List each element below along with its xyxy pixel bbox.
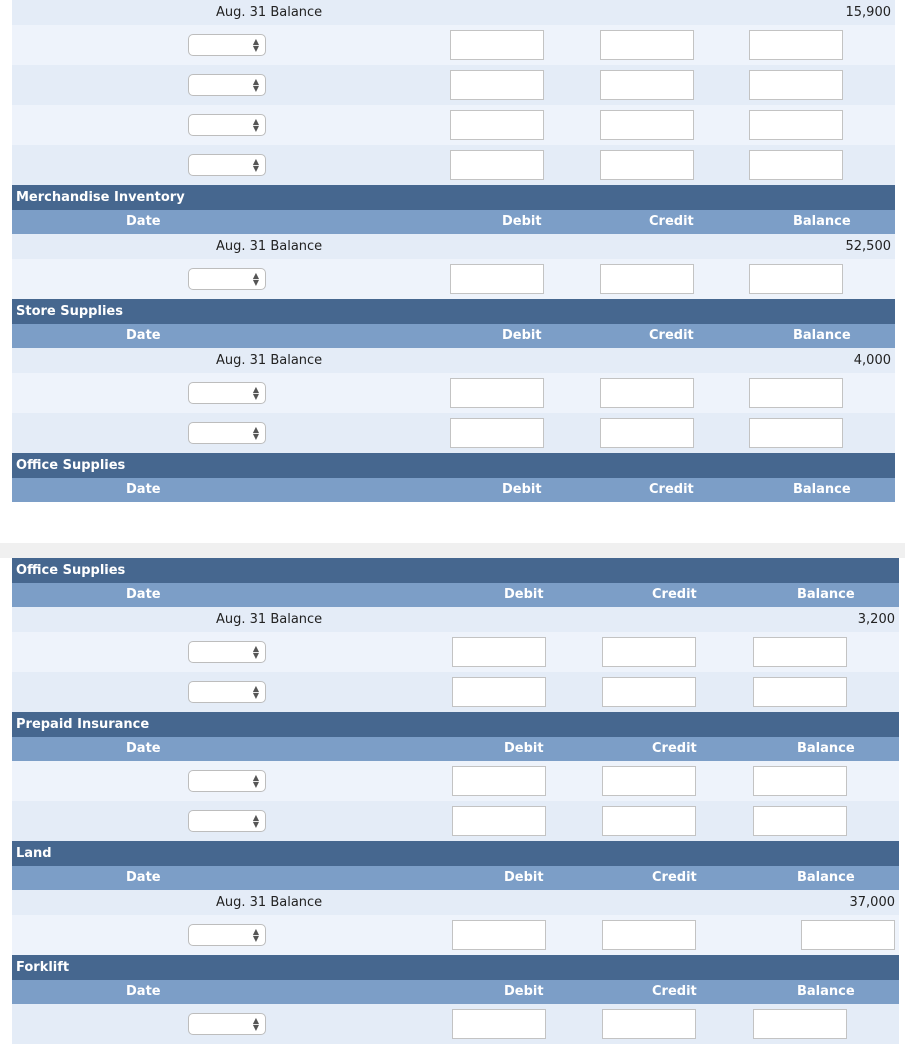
balance-input[interactable] <box>753 677 847 707</box>
balance-value: 52,500 <box>845 239 891 254</box>
date-select[interactable] <box>188 34 266 56</box>
select-arrows-icon: ▲ ▼ <box>252 77 259 93</box>
credit-input[interactable] <box>600 110 694 140</box>
date-select[interactable] <box>188 154 266 176</box>
debit-input[interactable] <box>450 264 544 294</box>
balance-header: Balance <box>797 741 855 756</box>
balance-row <box>12 890 899 915</box>
select-arrows-icon: ▲ ▼ <box>252 37 259 53</box>
debit-header: Debit <box>504 984 544 999</box>
account-title: Office Supplies <box>12 558 899 583</box>
balance-row <box>12 607 899 632</box>
entry-row <box>12 145 895 185</box>
credit-input[interactable] <box>602 806 696 836</box>
select-arrows-icon: ▲ ▼ <box>252 773 259 789</box>
debit-input[interactable] <box>452 1009 546 1039</box>
date-header: Date <box>126 984 161 999</box>
entry-row <box>12 632 899 672</box>
balance-input[interactable] <box>753 806 847 836</box>
select-arrows-icon: ▲ ▼ <box>252 425 259 441</box>
credit-header: Credit <box>649 482 694 497</box>
account-title: Office Supplies <box>12 453 895 478</box>
date-select[interactable] <box>188 74 266 96</box>
credit-input[interactable] <box>600 30 694 60</box>
ledger-panel-bottom <box>12 558 899 1044</box>
entry-row <box>12 915 899 955</box>
debit-header: Debit <box>504 587 544 602</box>
entry-row <box>12 105 895 145</box>
date-header: Date <box>126 741 161 756</box>
entry-row <box>12 373 895 413</box>
entry-row <box>12 65 895 105</box>
balance-label: Aug. 31 Balance <box>216 239 323 254</box>
date-select[interactable] <box>188 924 266 946</box>
date-select[interactable] <box>188 770 266 792</box>
debit-input[interactable] <box>450 110 544 140</box>
debit-header: Debit <box>504 870 544 885</box>
balance-input[interactable] <box>753 766 847 796</box>
column-header-row <box>12 478 895 502</box>
debit-header: Debit <box>502 328 542 343</box>
balance-value: 3,200 <box>857 612 895 627</box>
column-header-row <box>12 737 899 761</box>
entry-row <box>12 801 899 841</box>
debit-input[interactable] <box>452 920 546 950</box>
balance-input[interactable] <box>749 30 843 60</box>
debit-input[interactable] <box>452 766 546 796</box>
date-select[interactable] <box>188 114 266 136</box>
entry-row <box>12 25 895 65</box>
credit-input[interactable] <box>600 418 694 448</box>
ledger-panel-top <box>12 0 895 502</box>
debit-input[interactable] <box>450 378 544 408</box>
account-title: Store Supplies <box>12 299 895 324</box>
select-arrows-icon: ▲ ▼ <box>252 684 259 700</box>
date-select[interactable] <box>188 1013 266 1035</box>
debit-input[interactable] <box>450 418 544 448</box>
date-select[interactable] <box>188 382 266 404</box>
balance-row <box>12 348 895 373</box>
balance-header: Balance <box>793 482 851 497</box>
balance-row <box>12 234 895 259</box>
column-header-row <box>12 324 895 348</box>
credit-input[interactable] <box>602 920 696 950</box>
credit-header: Credit <box>652 984 697 999</box>
date-header: Date <box>126 328 161 343</box>
debit-input[interactable] <box>450 30 544 60</box>
date-select[interactable] <box>188 268 266 290</box>
debit-input[interactable] <box>450 150 544 180</box>
panel-separator-space <box>0 508 912 543</box>
credit-input[interactable] <box>600 378 694 408</box>
entry-row <box>12 761 899 801</box>
balance-input[interactable] <box>749 150 843 180</box>
balance-input[interactable] <box>753 637 847 667</box>
column-header-row <box>12 210 895 234</box>
balance-input[interactable] <box>749 264 843 294</box>
balance-label: Aug. 31 Balance <box>216 353 323 368</box>
date-select[interactable] <box>188 681 266 703</box>
balance-input[interactable] <box>749 418 843 448</box>
credit-input[interactable] <box>602 766 696 796</box>
balance-header: Balance <box>797 587 855 602</box>
debit-header: Debit <box>502 214 542 229</box>
date-header: Date <box>126 870 161 885</box>
column-header-row <box>12 980 899 1004</box>
credit-input[interactable] <box>600 264 694 294</box>
balance-label: Aug. 31 Balance <box>216 5 323 20</box>
debit-input[interactable] <box>450 70 544 100</box>
select-arrows-icon: ▲ ▼ <box>252 157 259 173</box>
credit-input[interactable] <box>602 637 696 667</box>
balance-label: Aug. 31 Balance <box>216 895 323 910</box>
account-title: Land <box>12 841 899 866</box>
credit-header: Credit <box>649 328 694 343</box>
balance-value: 4,000 <box>853 353 891 368</box>
entry-row <box>12 672 899 712</box>
balance-input[interactable] <box>753 1009 847 1039</box>
credit-header: Credit <box>652 741 697 756</box>
balance-header: Balance <box>793 328 851 343</box>
select-arrows-icon: ▲ ▼ <box>252 644 259 660</box>
credit-input[interactable] <box>600 70 694 100</box>
credit-header: Credit <box>652 870 697 885</box>
select-arrows-icon: ▲ ▼ <box>252 385 259 401</box>
account-title: Prepaid Insurance <box>12 712 899 737</box>
entry-row <box>12 1004 899 1044</box>
date-select[interactable] <box>188 641 266 663</box>
balance-header: Balance <box>793 214 851 229</box>
balance-header: Balance <box>797 870 855 885</box>
date-header: Date <box>126 214 161 229</box>
balance-input[interactable] <box>749 70 843 100</box>
select-arrows-icon: ▲ ▼ <box>252 271 259 287</box>
debit-header: Debit <box>502 482 542 497</box>
debit-input[interactable] <box>452 677 546 707</box>
credit-input[interactable] <box>600 150 694 180</box>
debit-header: Debit <box>504 741 544 756</box>
balance-input[interactable] <box>749 110 843 140</box>
balance-value: 37,000 <box>849 895 895 910</box>
column-header-row <box>12 583 899 607</box>
balance-input[interactable] <box>801 920 895 950</box>
credit-header: Credit <box>649 214 694 229</box>
date-select[interactable] <box>188 810 266 832</box>
debit-input[interactable] <box>452 806 546 836</box>
entry-row <box>12 259 895 299</box>
balance-row <box>12 0 895 25</box>
account-title: Merchandise Inventory <box>12 185 895 210</box>
select-arrows-icon: ▲ ▼ <box>252 927 259 943</box>
balance-value: 15,900 <box>845 5 891 20</box>
account-title: Forklift <box>12 955 899 980</box>
balance-header: Balance <box>797 984 855 999</box>
column-header-row <box>12 866 899 890</box>
debit-input[interactable] <box>452 637 546 667</box>
credit-input[interactable] <box>602 677 696 707</box>
panel-separator <box>0 543 905 558</box>
credit-header: Credit <box>652 587 697 602</box>
balance-label: Aug. 31 Balance <box>216 612 323 627</box>
select-arrows-icon: ▲ ▼ <box>252 813 259 829</box>
credit-input[interactable] <box>602 1009 696 1039</box>
date-header: Date <box>126 482 161 497</box>
date-select[interactable] <box>188 422 266 444</box>
balance-input[interactable] <box>749 378 843 408</box>
select-arrows-icon: ▲ ▼ <box>252 117 259 133</box>
entry-row <box>12 413 895 453</box>
select-arrows-icon: ▲ ▼ <box>252 1016 259 1032</box>
date-header: Date <box>126 587 161 602</box>
